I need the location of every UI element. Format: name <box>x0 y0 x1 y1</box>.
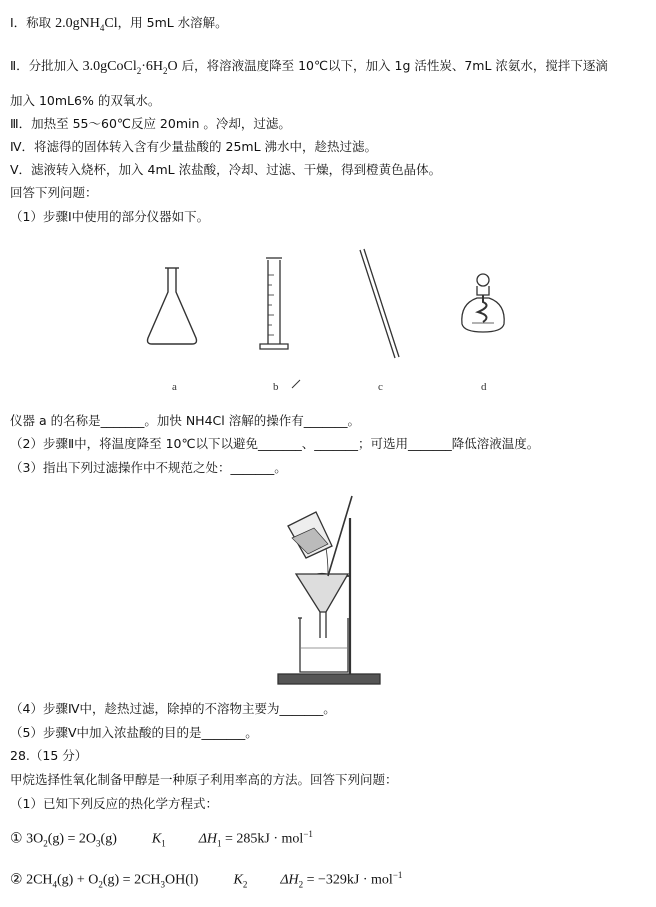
instruments-figure <box>140 240 530 400</box>
erlenmeyer-flask-icon <box>148 268 197 344</box>
dropping-bottle-icon <box>462 274 504 332</box>
filtration-figure <box>270 488 390 693</box>
question-5: （5）步骤Ⅴ中加入浓盐酸的目的是_______。 <box>10 725 258 740</box>
label-b: b <box>273 381 279 393</box>
formula-cocl2: $3.0gCoCl_2\cdot 6H_2O$ <box>82 59 178 76</box>
question-4: （4）步骤Ⅳ中，趁热过滤，除掉的不溶物主要为_______。 <box>10 701 336 716</box>
step-3: Ⅲ．加热至 55～60℃反应 20min 。冷却，过滤。 <box>10 116 291 131</box>
label-c: c <box>378 381 383 393</box>
problem-28-q1: （1）已知下列反应的热化学方程式： <box>10 796 218 811</box>
problem-28-header: 28.（15 分） <box>10 748 88 763</box>
label-a: a <box>172 381 177 393</box>
glass-rod-icon <box>360 249 399 358</box>
filtration-apparatus-icon <box>278 496 380 684</box>
question-2: （2）步骤Ⅱ中，将温度降至 10℃以下以避免_______、_______；可选用_______降低溶液温度。 <box>10 436 540 451</box>
label-d: d <box>481 381 487 393</box>
step-5: Ⅴ．滤液转入烧杯，加入 4mL 浓盐酸，冷却、过滤、干燥，得到橙黄色晶体。 <box>10 162 442 177</box>
question-3: （3）指出下列过滤操作中不规范之处：_______。 <box>10 460 287 475</box>
questions-intro: 回答下列问题： <box>10 185 98 200</box>
step-4: Ⅳ．将滤得的固体转入含有少量盐酸的 25mL 沸水中，趁热过滤。 <box>10 139 378 154</box>
equation-1: ① $3O_2(g) = 2O_3(g)$ $K_1$ $\Delta H_1 = 285kJ \cdot mol^{-1}$ <box>10 829 313 849</box>
step-2-cont: 加入 10mL6% 的双氧水。 <box>10 93 161 108</box>
graduated-cylinder-icon <box>260 258 288 349</box>
problem-28-intro: 甲烷选择性氧化制备甲醇是一种原子利用率高的方法。回答下列问题： <box>10 772 398 787</box>
equation-2: ② $2CH_4(g) + O_2(g) = 2CH_3OH(l)$ $K_2$ $\Delta H_2 = -329kJ \cdot mol^{-1}$ <box>10 870 403 890</box>
formula-nh4cl: 2.0gNH$_4$Cl <box>55 16 118 33</box>
question-1-fill: 仪器 a 的名称是_______。加快 NH4Cl 溶解的操作有_______。 <box>10 413 360 428</box>
step-1: Ⅰ．称取 2.0gNH$_4$Cl，用 5mL 水溶解。 <box>10 15 228 33</box>
question-1: （1）步骤Ⅰ中使用的部分仪器如下。 <box>10 209 210 224</box>
step-2: Ⅱ．分批加入 $3.0gCoCl_2\cdot 6H_2O$ 后，将溶液温度降至 10℃以下，加入 1g 活性炭、7mL 浓氨水，搅拌下逐滴 <box>10 58 608 76</box>
